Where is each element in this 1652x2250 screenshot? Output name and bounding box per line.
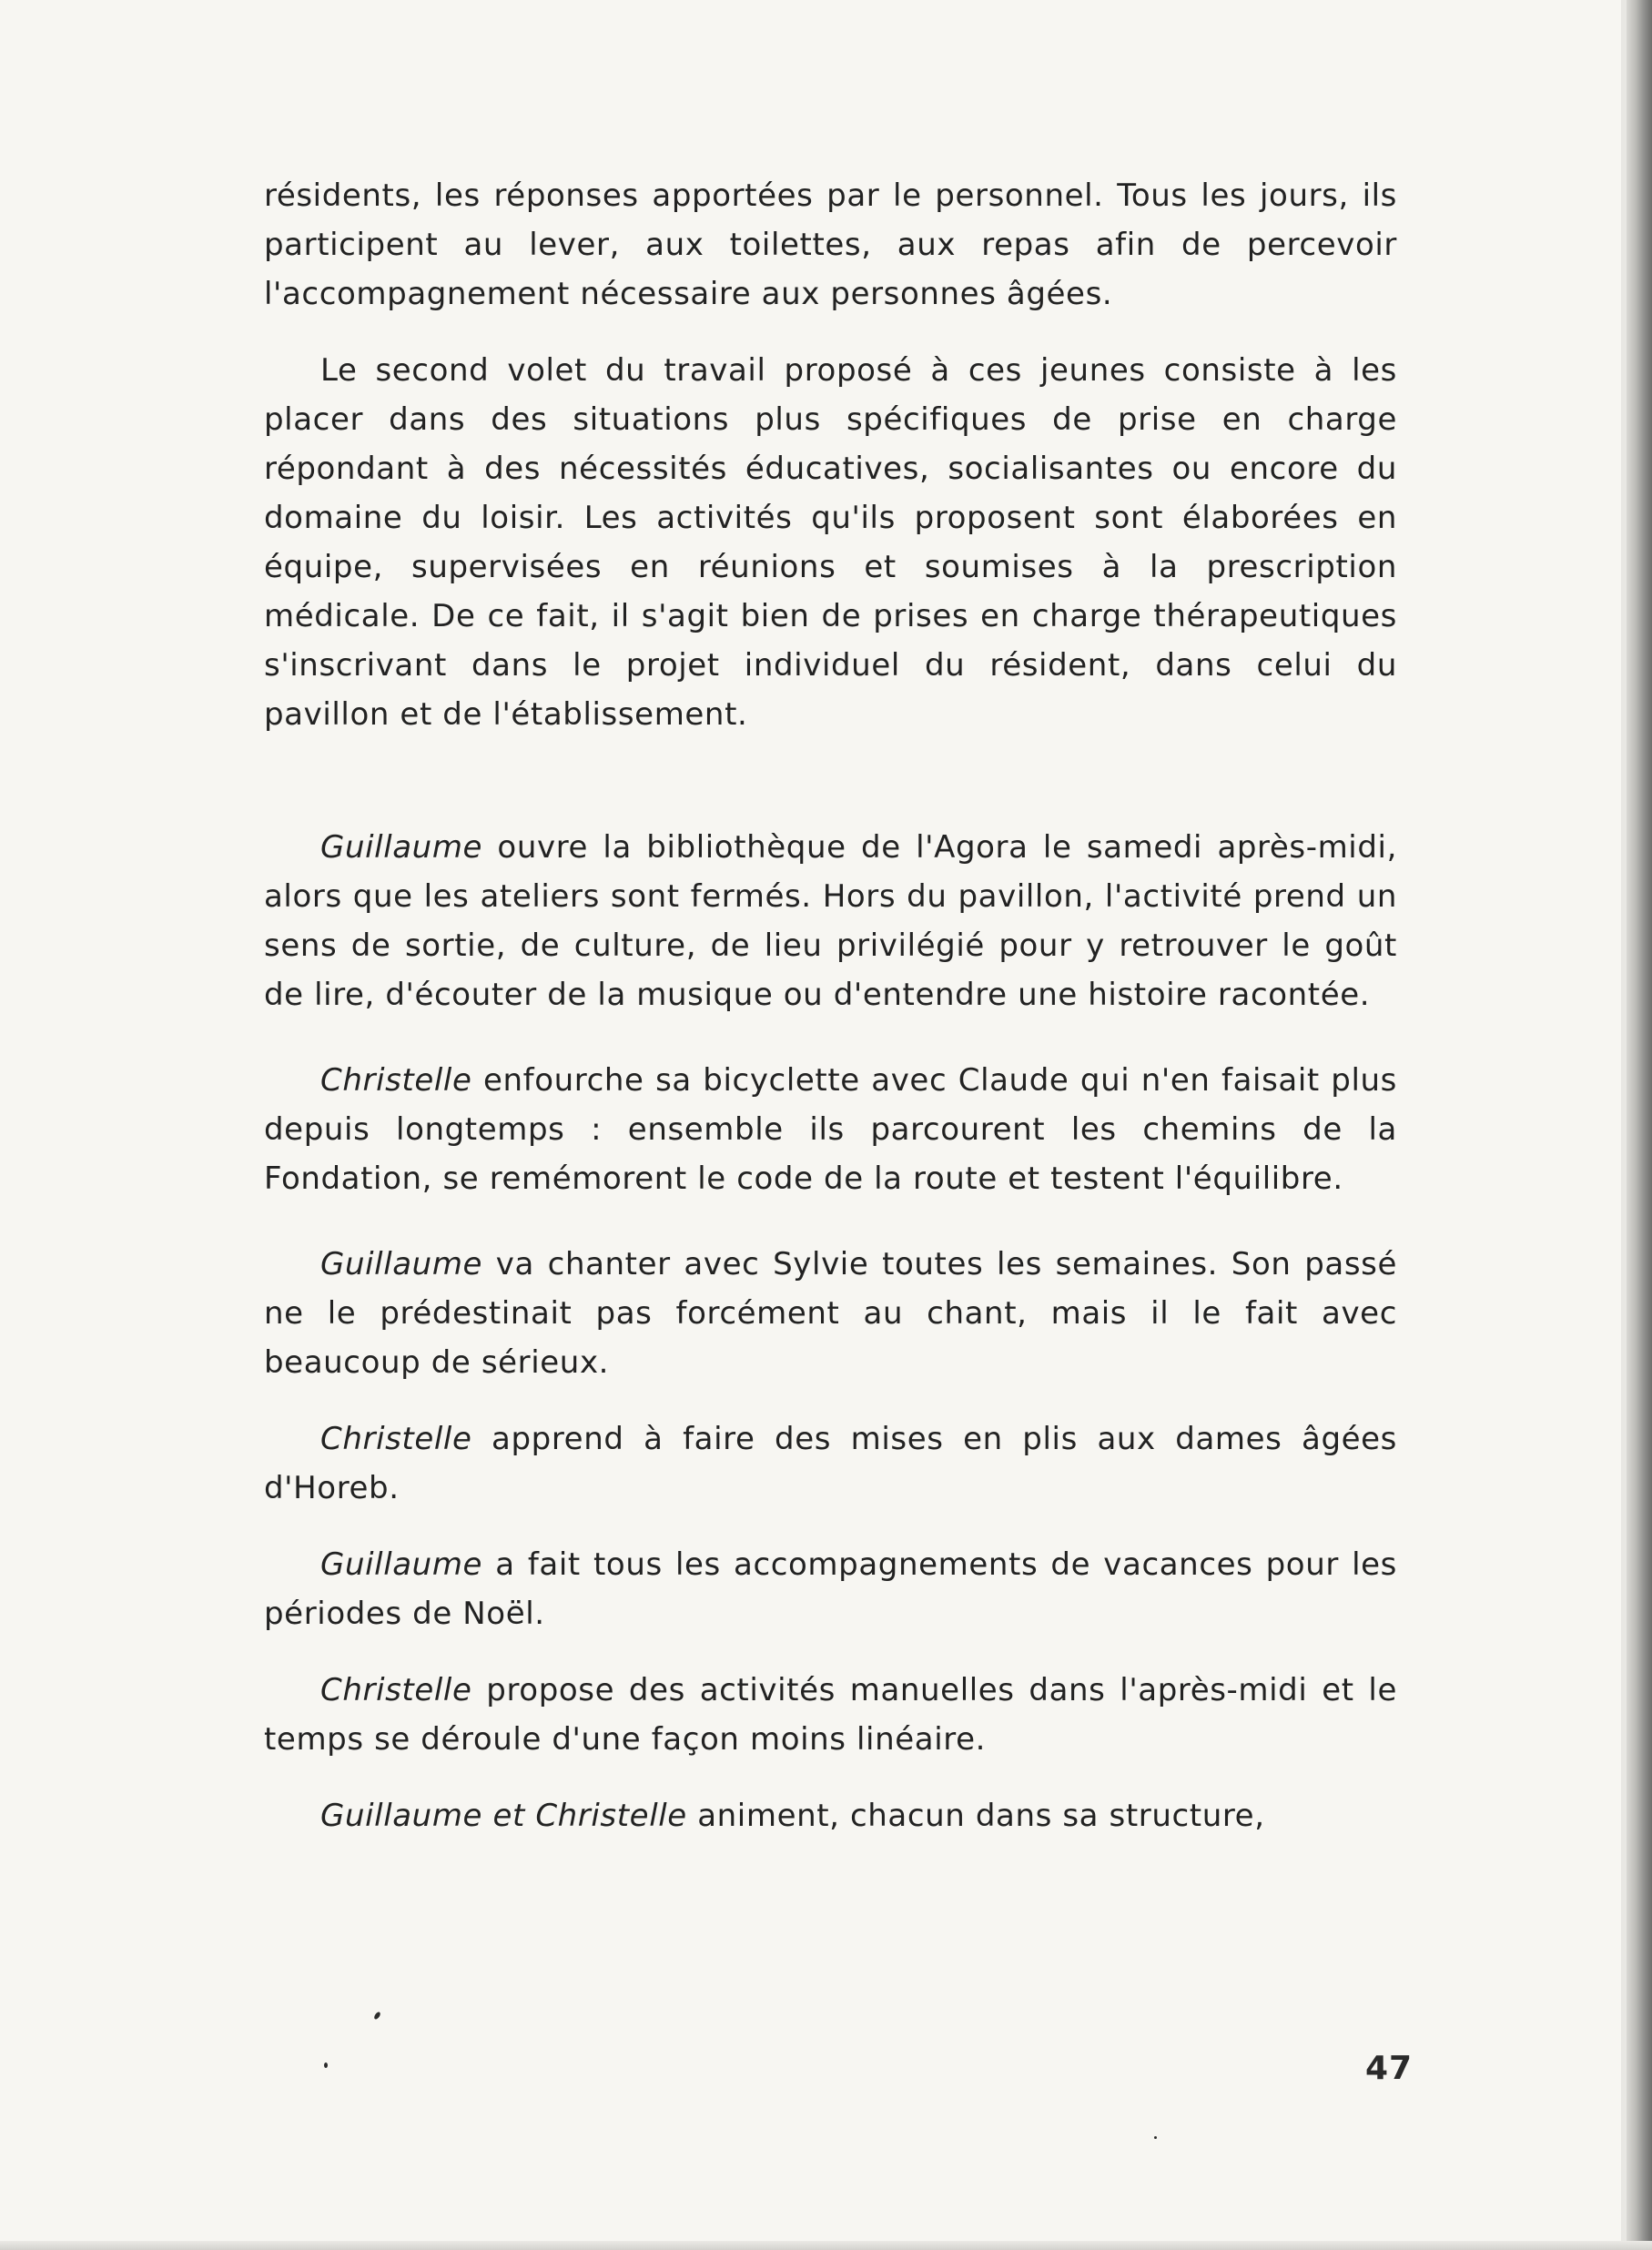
person-name: Christelle: [320, 1672, 472, 1708]
ink-speck: [324, 2062, 328, 2068]
paragraph-text: Le second volet du travail proposé à ces jeunes consiste à les placer dans des situations plus spécifiques de prise en charge répondant à des nécessités éducatives, socialisantes ou encore du domaine du loisir. Les activités qu'ils proposent sont élaborées en équipe, supervisées en réunions et soumises à la prescription médicale. De ce fait, il s'agit bien de prises en charge thérapeutiques s'inscrivant dans le projet individuel du résident, dans celui du pavillon et de l'établissement.: [264, 352, 1397, 733]
paragraph-text: apprend à faire des mises en plis aux dames âgées d'Horeb.: [264, 1421, 1397, 1506]
ink-speck: [373, 2011, 381, 2020]
paragraph-8: [264, 1666, 1397, 1764]
paragraph-2: [264, 346, 1397, 739]
paragraph-5: [264, 1240, 1397, 1387]
paragraph-4: [264, 1056, 1397, 1203]
paragraph-7: [264, 1540, 1397, 1638]
paragraph-text: propose des activités manuelles dans l'après-midi et le temps se déroule d'une façon moins linéaire.: [264, 1672, 1397, 1758]
paragraph-3: [264, 823, 1397, 1019]
page-binding-edge: [1627, 0, 1652, 2250]
person-name: Guillaume: [320, 829, 483, 866]
paragraph-1: [264, 171, 1397, 319]
person-name: Guillaume: [320, 1246, 483, 1282]
paragraph-6: [264, 1414, 1397, 1513]
body-text: [264, 171, 1397, 1840]
paragraph-9: [264, 1791, 1397, 1840]
person-name: Guillaume: [320, 1546, 483, 1583]
paragraph-text: résidents, les réponses apportées par le personnel. Tous les jours, ils participent au lever, aux toilettes, aux repas afin de percevoir l'accompagnement nécessaire aux personnes âgées.: [264, 177, 1397, 312]
paragraph-text: enfourche sa bicyclette avec Claude qui n'en faisait plus depuis longtemps : ensemble ils parcourent les chemins de la Fondation, se remémorent le code de la route et testent l'équilibre.: [264, 1062, 1397, 1197]
page-bottom-edge: [0, 2241, 1652, 2250]
person-name: Christelle: [320, 1062, 472, 1099]
page-number: 47: [1365, 2050, 1414, 2087]
paragraph-text: animent, chacun dans sa structure,: [686, 1798, 1265, 1834]
paragraph-text: a fait tous les accompagnements de vacances pour les périodes de Noël.: [264, 1546, 1397, 1632]
paragraph-text: ouvre la bibliothèque de l'Agora le samedi après-midi, alors que les ateliers sont fermés. Hors du pavillon, l'activité prend un sens de sortie, de culture, de lieu privilégié pour y retrouver le goût de lire, d'écouter de la musique ou d'entendre une histoire racontée.: [264, 829, 1397, 1013]
paragraph-text: va chanter avec Sylvie toutes les semaines. Son passé ne le prédestinait pas forcément au chant, mais il le fait avec beaucoup de sérieux.: [264, 1246, 1397, 1381]
ink-speck: [1154, 2136, 1157, 2139]
person-name: Guillaume et Christelle: [320, 1798, 687, 1834]
person-name: Christelle: [320, 1421, 472, 1457]
